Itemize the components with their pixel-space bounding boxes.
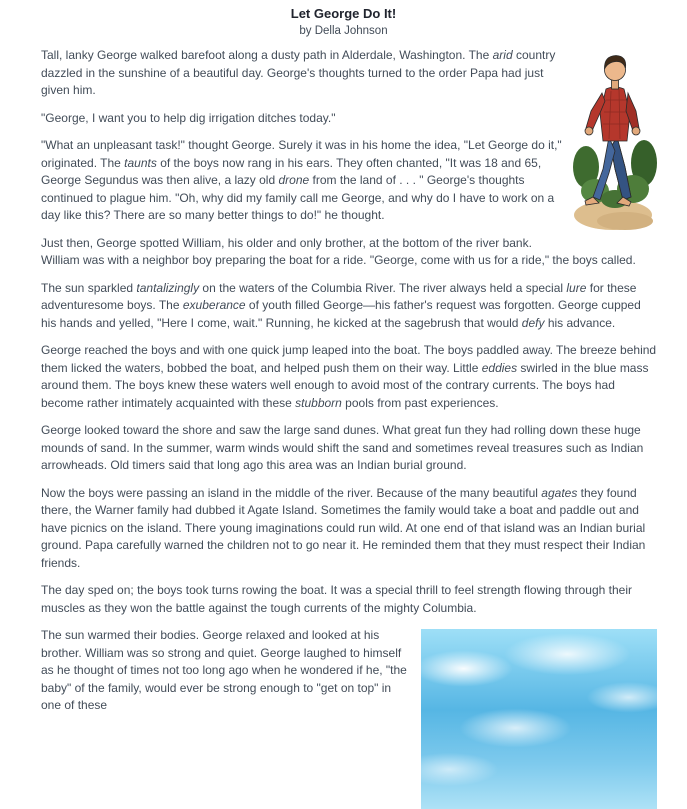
vocabulary-word: tantalizingly [136,280,200,295]
vocabulary-word: exuberance [182,298,246,312]
story-text: country dazzled in the sunshine of a beautiful day. George's thoughts turned to the order Papa had just given him. [41,48,556,97]
story-text: of youth filled George—his father's request was forgotten. George cupped his hands and yelled, "Here I come, wait." Running, he kicked at the sagebrush that would [41,298,641,330]
story-byline: by Della Johnson [299,25,388,37]
story-text: swirled in the blue mass around them. The boys knew these waters well enough to avoid most of the contrary currents. The boys had become rather intimately acquainted with these [41,360,649,410]
story-body [0,47,687,715]
story-text: Now the boys were passing an island in the middle of the river. Because of the many beautiful [41,485,542,500]
vocabulary-word: defy [521,315,545,330]
vocabulary-word: drone [278,173,310,187]
story-paragraph [41,235,657,270]
story-text: Just then, George spotted William, his older and only brother, at the bottom of the river bank. William was with a neighbor boy preparing the boat for a ride. "George, come with us for a ride," the boys called. [41,235,636,267]
story-text: "George, I want you to help dig irrigation ditches today." [41,110,336,125]
story-text: The sun warmed their bodies. George relaxed and looked at his brother. William was so strong and quiet. George laughed to himself as he thought of times not too long ago when he wondered if he, "the baby" of the family, would ever be strong enough to "get on top" in one of these [41,628,407,712]
vocabulary-word: eddies [481,360,518,375]
story-paragraph [41,110,657,128]
story-text: "What an unpleasant task!" thought George. Surely it was in his home the idea, "Let George do it," originated. The [41,138,562,170]
story-paragraph [41,582,657,617]
vocabulary-word: arid [492,48,513,62]
story-text: George looked toward the shore and saw the large sand dunes. What great fun they had rolling down these huge mounds of sand. In the summer, warm winds would shift the sand and sometimes reveal treasures such as Indian arrowheads. Old timers said that long ago this area was an Indian burial ground. [41,423,644,472]
story-text: pools from past experiences. [341,395,499,410]
boy-illustration [573,47,657,233]
story-text: The day sped on; the boys took turns rowing the boat. It was a special thrill to feel strength flowing through their muscles as they won the battle against the tough currents of the mighty Columbia. [41,583,632,615]
sky-clouds-image [421,629,657,809]
story-paragraph [41,137,657,225]
vocabulary-word: stubborn [295,395,342,410]
vocabulary-word: taunts [124,155,157,170]
story-header [0,0,687,37]
story-paragraph [41,47,657,100]
story-title: Let George Do It! [290,6,397,21]
story-text: Tall, lanky George walked barefoot along a dusty path in Alderdale, Washington. The [41,48,493,62]
story-paragraph [41,280,657,333]
vocabulary-word: lure [566,280,587,295]
story-text: on the waters of the Columbia River. The river always held a special [199,280,567,295]
story-paragraph [41,422,657,475]
story-text: they found there, the Warner family had dubbed it Agate Island. Sometimes the family would take a boat and paddle out and have picnics on the island. There young imaginations could run wild. At one end of that island was an Indian burial ground. Papa carefully warned the children not to go near it. He reminded them that they must respect their Indian friends. [41,485,646,570]
vocabulary-word: agates [541,485,578,500]
story-text: for these adventuresome boys. The [41,280,637,312]
story-text: The sun sparkled [41,280,137,295]
story-paragraphs-main [41,47,657,617]
story-paragraph [41,342,657,412]
story-text: his advance. [544,315,616,330]
story-text: George reached the boys and with one quick jump leaped into the boat. The boys paddled away. The breeze behind them licked the waters, bobbed the boat, and helped push them on their way. Little [41,343,657,375]
story-paragraph [41,485,657,573]
story-text: from the land of . . . " George's thoughts continued to plague him. "Oh, why did my family call me George, and why do I have to work on a day like this? There are so many better things to do!" he thought. [41,173,555,222]
story-text: of the boys now rang in his ears. They often chanted, "It was 18 and 65, George Segundus was then alive, a lazy old [41,155,542,187]
boy-illustration-svg [573,47,657,233]
